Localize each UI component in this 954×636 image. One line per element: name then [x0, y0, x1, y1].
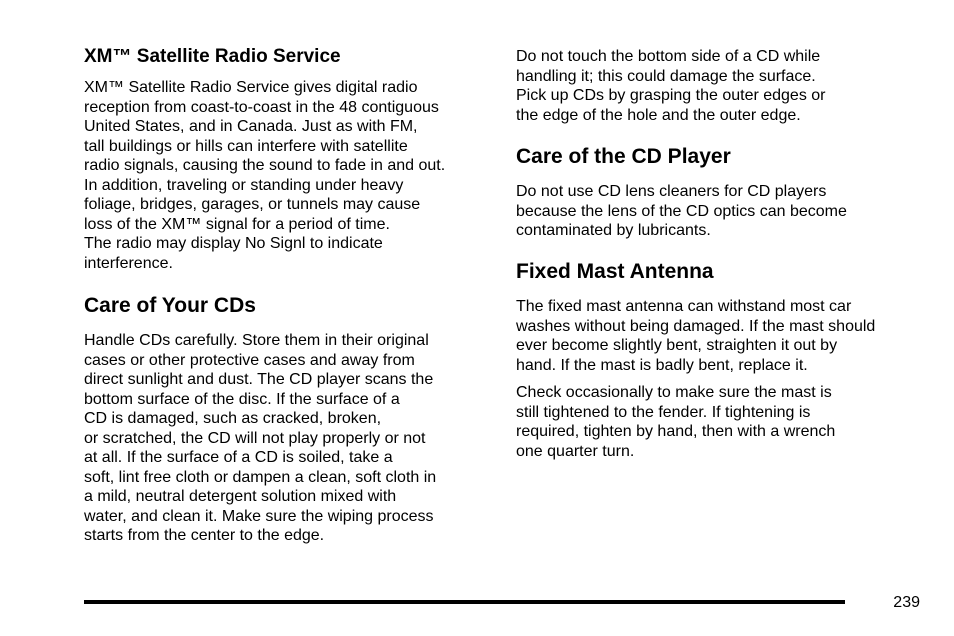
xm-radio-heading: XM™ Satellite Radio Service	[84, 46, 341, 67]
fixed-mast-antenna-body-2: Check occasionally to make sure the mast is still tightened to the fender. If tightening is required, tighten by hand, then with a wrench one quarter turn.	[516, 384, 836, 460]
care-of-cds-body: Handle CDs carefully. Store them in their original cases or other protective cases and away from direct sunlight and dust. The CD player scans the bottom surface of the disc. If the surface of a CD is damaged, such as cracked, broken, or scratched, the CD will not play properly or not at all. If the surface of a CD is soiled, take a soft, lint free cloth or dampen a clean, soft cloth in a mild, neutral detergent solution mixed with water, and clean it. Make sure the wiping process starts from the center to the edge.	[84, 332, 437, 544]
care-of-cd-player-body: Do not use CD lens cleaners for CD players because the lens of the CD optics can become contaminated by lubricants.	[516, 183, 847, 239]
fixed-mast-antenna-body-1: The fixed mast antenna can withstand most car washes without being damaged. If the mast should ever become slightly bent, straighten it out by hand. If the mast is badly bent, replace it.	[516, 298, 876, 374]
fixed-mast-antenna-heading: Fixed Mast Antenna	[516, 260, 714, 283]
page-number: 239	[893, 594, 920, 611]
xm-radio-body: XM™ Satellite Radio Service gives digital radio reception from coast-to-coast in the 48 contiguous United States, and in Canada. Just as with FM, tall buildings or hills can interfere with satellite radio signals, causing the sound to fade in and out. In addition, traveling or standing under heavy foliage, bridges, garages, or tunnels may cause loss of the XM™ signal for a period of time. The radio may display No Signl to indicate interference.	[84, 79, 446, 272]
care-of-cd-player-heading: Care of the CD Player	[516, 145, 731, 168]
footer-rule	[84, 600, 845, 604]
cd-handling-body: Do not touch the bottom side of a CD while handling it; this could damage the surface. Pick up CDs by grasping the outer edges or the edge of the hole and the outer edge.	[516, 48, 826, 124]
care-of-cds-heading: Care of Your CDs	[84, 294, 256, 317]
